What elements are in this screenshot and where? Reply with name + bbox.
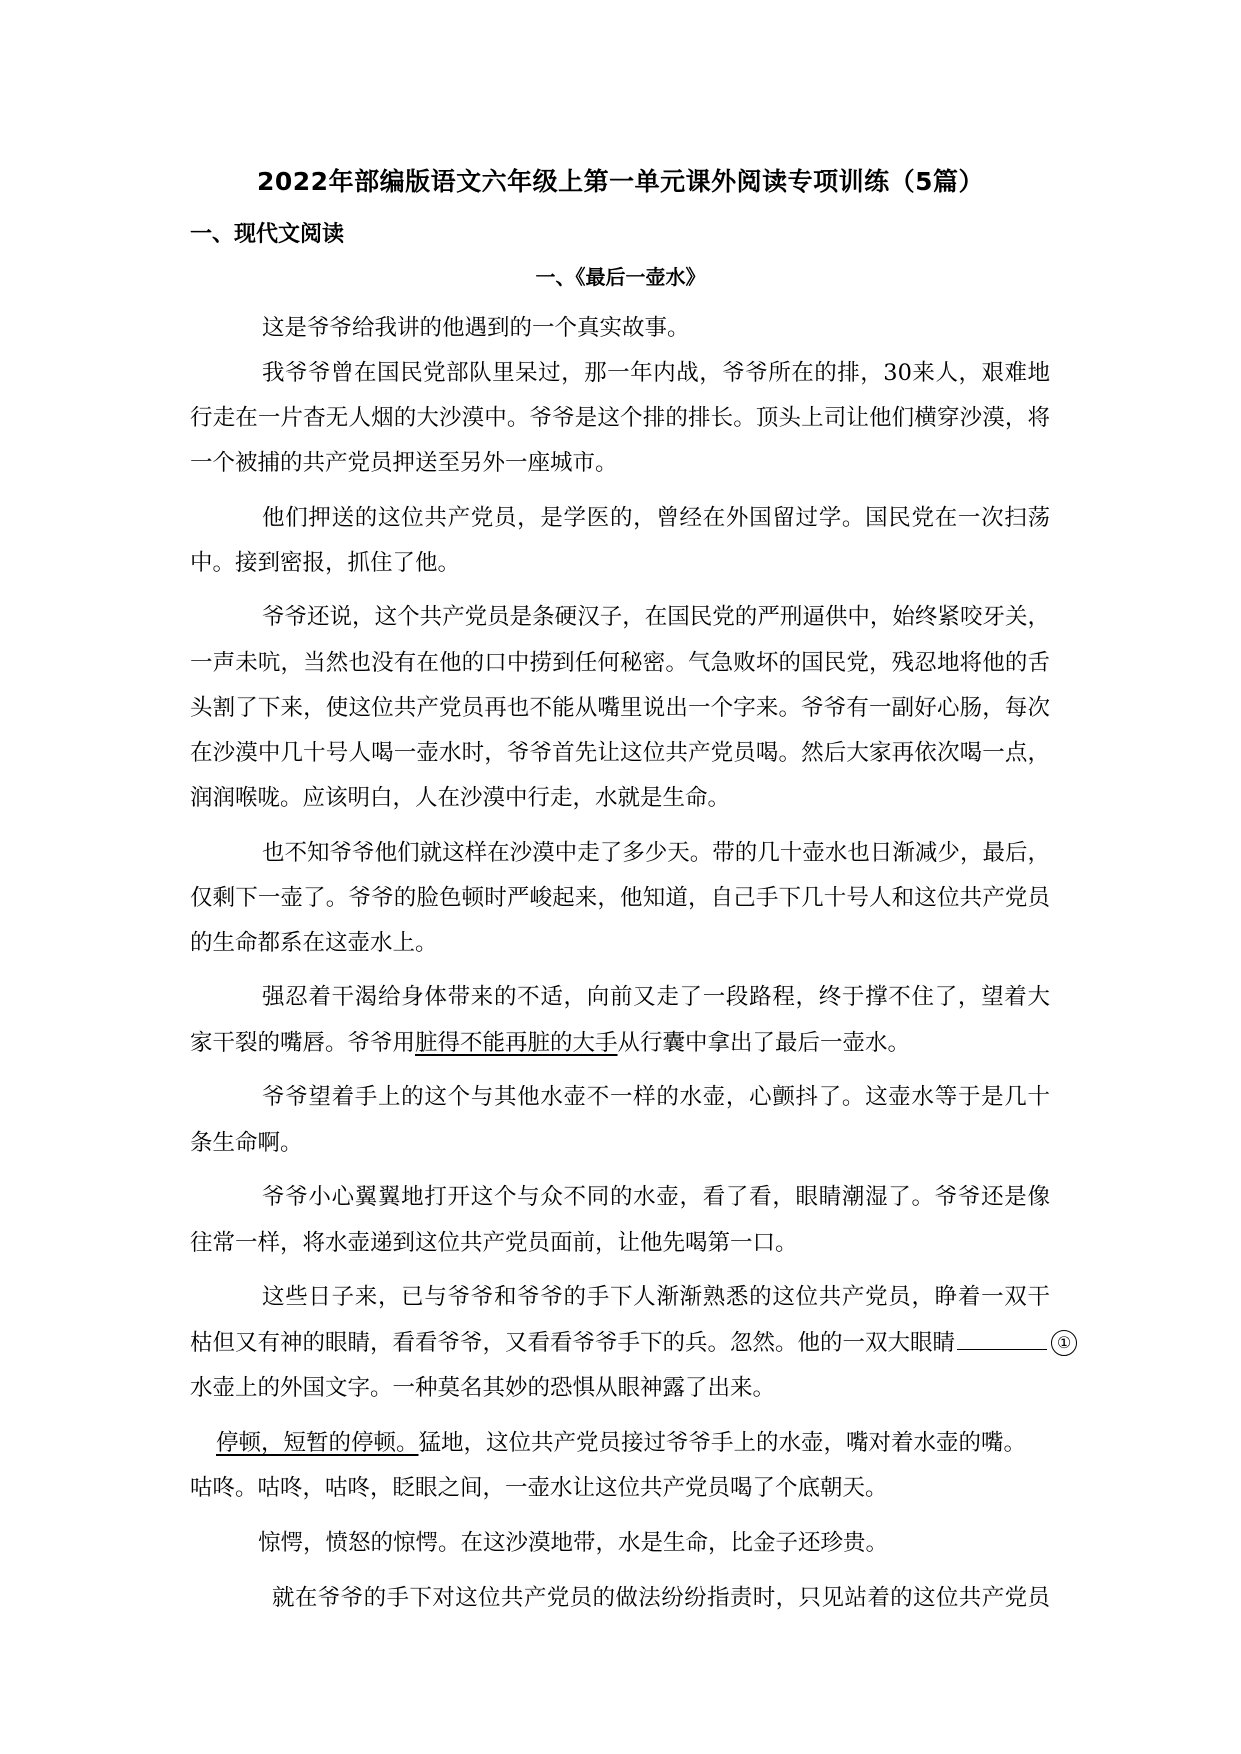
paragraph-line: 一声未吭，当然也没有在他的口中捞到任何秘密。气急败坏的国民党，残忍地将他的舌 xyxy=(190,650,1050,676)
paragraph-line: 往常一样，将水壶递到这位共产党员面前，让他先喝第一口。 xyxy=(190,1230,798,1256)
paragraph-line: 他们押送的这位共产党员，是学医的，曾经在外国留过学。国民党在一次扫荡 xyxy=(262,505,1050,531)
underlined-phrase: 停顿，短暂的停顿。 xyxy=(216,1430,419,1456)
paragraph-line: 仅剩下一壶了。爷爷的脸色顿时严峻起来，他知道，自己手下几十号人和这位共产党员 xyxy=(190,885,1050,911)
document-title: 2022年部编版语文六年级上第一单元课外阅读专项训练（5篇） xyxy=(257,167,984,196)
paragraph-line: 润润喉咙。应该明白，人在沙漠中行走，水就是生命。 xyxy=(190,785,731,811)
paragraph-line: 我爷爷曾在国民党部队里呆过，那一年内战，爷爷所在的排，30来人，艰难地 xyxy=(262,360,1050,386)
paragraph-line: 行走在一片杳无人烟的大沙漠中。爷爷是这个排的排长。顶头上司让他们横穿沙漠，将 xyxy=(190,405,1050,431)
paragraph-line: 中。接到密报，抓住了他。 xyxy=(190,550,461,576)
paragraph-line: 这是爷爷给我讲的他遇到的一个真实故事。 xyxy=(262,315,690,341)
paragraph-line: 在沙漠中几十号人喝一壶水时，爷爷首先让这位共产党员喝。然后大家再依次喝一点， xyxy=(190,740,1050,766)
paragraph-line: 爷爷小心翼翼地打开这个与众不同的水壶，看了看，眼睛潮湿了。爷爷还是像 xyxy=(262,1184,1050,1210)
paragraph-line: 一个被捕的共产党员押送至另外一座城市。 xyxy=(190,450,618,476)
paragraph-line xyxy=(190,1321,1072,1365)
text-segment: 从行囊中拿出了最后一壶水。 xyxy=(617,1030,911,1056)
paragraph-line: 也不知爷爷他们就这样在沙漠中走了多少天。带的几十壶水也日渐减少，最后， xyxy=(262,840,1050,866)
paragraph-line: 爷爷还说，这个共产党员是条硬汉子，在国民党的严刑逼供中，始终紧咬牙关， xyxy=(262,604,1050,630)
text-segment: 家干裂的嘴唇。爷爷用 xyxy=(190,1030,416,1056)
section-heading: 一、现代文阅读 xyxy=(190,222,345,247)
text-segment: 猛地，这位共产党员接过爷爷手上的水壶，嘴对着水壶的嘴。 xyxy=(418,1430,1027,1456)
paragraph-line: 头割了下来，使这位共产党员再也不能从嘴里说出一个字来。爷爷有一副好心肠，每次 xyxy=(190,695,1050,721)
paragraph-line: 条生命啊。 xyxy=(190,1130,303,1156)
paragraph-line: 水壶上的外国文字。一种莫名其妙的恐惧从眼神露了出来。 xyxy=(190,1375,776,1401)
question-marker: ① xyxy=(1051,1330,1077,1356)
paragraph-line xyxy=(190,1021,1050,1065)
fill-in-blank[interactable] xyxy=(957,1321,1047,1350)
article-title: 一、《最后一壶水》 xyxy=(535,265,706,289)
paragraph-line: 这些日子来，已与爷爷和爷爷的手下人渐渐熟悉的这位共产党员，睁着一双干 xyxy=(262,1284,1050,1310)
paragraph-line: 惊愕，愤怒的惊愕。在这沙漠地带，水是生命，比金子还珍贵。 xyxy=(258,1530,889,1556)
paragraph-line: 咕咚。咕咚，咕咚，眨眼之间，一壶水让这位共产党员喝了个底朝天。 xyxy=(190,1475,888,1501)
paragraph-line: 的生命都系在这壶水上。 xyxy=(190,930,438,956)
paragraph-line: 强忍着干渴给身体带来的不适，向前又走了一段路程，终于撑不住了，望着大 xyxy=(262,984,1050,1010)
underlined-phrase: 脏得不能再脏的大手 xyxy=(415,1030,618,1056)
text-segment: 枯但又有神的眼睛，看看爷爷，又看看爷爷手下的兵。忽然。他的一双大眼睛 xyxy=(190,1330,956,1356)
paragraph-line: 就在爷爷的手下对这位共产党员的做法纷纷指责时，只见站着的这位共产党员 xyxy=(272,1585,1050,1611)
paragraph-line: 爷爷望着手上的这个与其他水壶不一样的水壶，心颤抖了。这壶水等于是几十 xyxy=(262,1084,1050,1110)
paragraph-line xyxy=(190,1421,1050,1465)
